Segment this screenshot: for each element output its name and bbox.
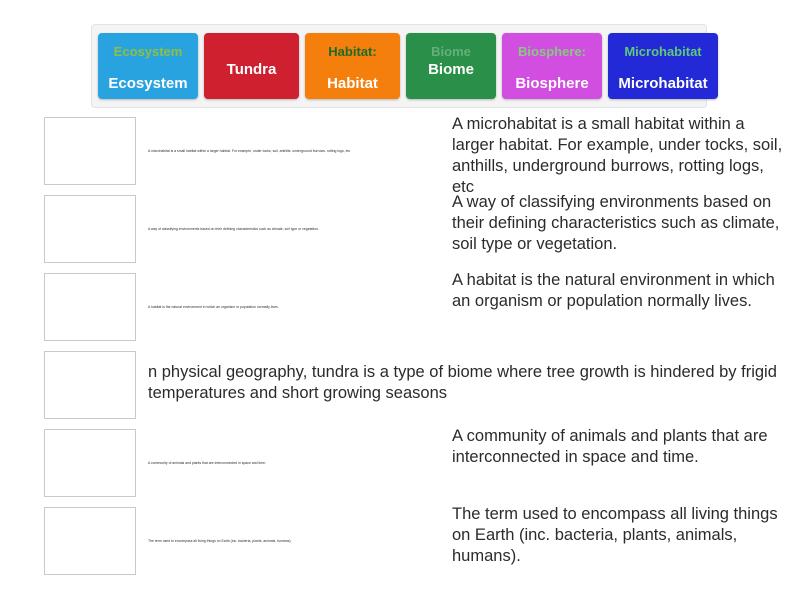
answer-row [0, 268, 800, 346]
drop-zone-biosphere[interactable] [44, 507, 136, 575]
tile-label: Habitat [327, 75, 378, 92]
draggable-tile-tundra[interactable] [204, 33, 299, 99]
tile-ghost-label: Habitat: [328, 44, 377, 59]
answer-rows [0, 112, 800, 580]
definition-text: A habitat is the natural environment in which an organism or population normally lives. [452, 271, 775, 311]
tile-ghost-label: Microhabitat [624, 44, 702, 59]
tile-label: Tundra [226, 61, 277, 78]
draggable-tile-biome[interactable] [406, 33, 496, 99]
drop-zone-tundra[interactable] [44, 351, 136, 419]
tile-label: Biosphere [515, 75, 589, 92]
tile-ghost-label: Ecosystem [113, 44, 183, 59]
tile-label: Biome [428, 61, 474, 78]
draggable-tile-ecosystem[interactable] [98, 33, 198, 99]
answer-row [0, 502, 800, 580]
answer-row [0, 190, 800, 268]
tile-ghost-label: Biome [431, 44, 471, 59]
definition-text-small: A habitat is the natural environment in which an organism or population normally lives. [148, 304, 279, 309]
draggable-tile-habitat[interactable] [305, 33, 400, 99]
definition-text-small: A community of animals and plants that are interconnected in space and time. [148, 460, 266, 465]
answer-row [0, 424, 800, 502]
definition-text: A microhabitat is a small habitat within a larger habitat. For example, under tocks, soil, anthills, underground burrows, rotting logs, etc [452, 115, 783, 197]
draggable-tile-biosphere[interactable] [502, 33, 602, 99]
definition-text: n physical geography, tundra is a type of biome where tree growth is hindered by frigid temperatures and short growing seasons [148, 363, 777, 403]
tile-label: Ecosystem [108, 75, 188, 92]
answer-row [0, 112, 800, 197]
answer-row [0, 346, 800, 424]
definition-text-small: The term used to encompass all living things on Earth (inc. bacteria, plants, animals, humans). [148, 538, 292, 543]
definition-text: A way of classifying environments based on their defining characteristics such as climate, soil type or vegetation. [452, 193, 780, 254]
drop-zone-biome[interactable] [44, 195, 136, 263]
tile-label: Microhabitat [618, 75, 708, 92]
definition-text: A community of animals and plants that are interconnected in space and time. [452, 427, 768, 467]
definition-text-small: A microhabitat is a small habitat within a larger habitat. For example, under tocks, soil, anthills, underground burrows, rotting logs, etc [148, 148, 351, 153]
tile-ghost-label: Biosphere: [518, 44, 586, 59]
drop-zone-ecosystem[interactable] [44, 429, 136, 497]
draggable-tile-microhabitat[interactable] [608, 33, 718, 99]
drop-zone-habitat[interactable] [44, 273, 136, 341]
tile-tray [91, 24, 707, 108]
drop-zone-microhabitat[interactable] [44, 117, 136, 185]
definition-text-small: A way of classifying environments based on their defining characteristics such as climate, soil type or vegetation. [148, 226, 319, 231]
definition-text: The term used to encompass all living things on Earth (inc. bacteria, plants, animals, humans). [452, 505, 778, 566]
